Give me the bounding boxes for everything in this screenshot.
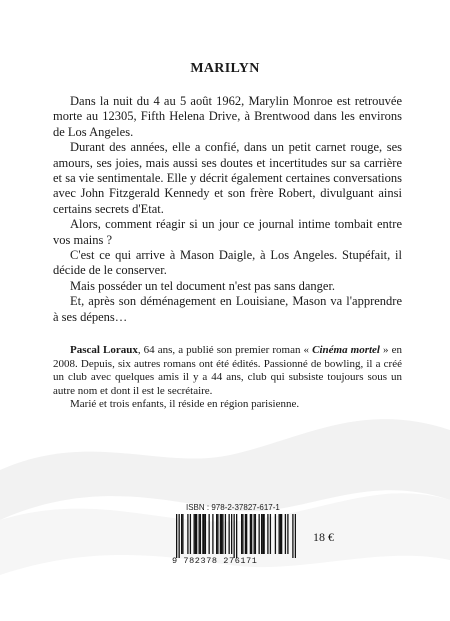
synopsis-paragraph: Durant des années, elle a confié, dans un petit carnet rouge, ses amours, ses joies, mais aussi ses doutes et incertitudes sur sa carrière et sa vie sentimentale. Elle y décrit également certaines conversations avec John Fitzgerald Kennedy et son frère Robert, divulguant ainsi certains secrets d'Etat. [53,140,402,216]
bio-text: , 64 ans, a publié son premier roman « [137,344,313,356]
synopsis-paragraph: Alors, comment réagir si un jour ce journal intime tombait entre vos mains ? [53,217,402,247]
novel-title: Cinéma mortel [312,344,380,356]
author-bio-paragraph [53,344,402,398]
barcode [176,514,296,558]
synopsis-paragraph: C'est ce qui arrive à Mason Daigle, à Los Angeles. Stupéfait, il décide de le conserver. [53,248,402,278]
price: 18 € [313,530,334,544]
synopsis [53,94,402,325]
synopsis-paragraph: Et, après son déménagement en Louisiane, Mason va l'apprendre à ses dépens… [53,294,402,324]
bio-text: » en 2008. Depuis, six autres romans ont été édités. Passionné de bowling, il a créé un club avec quelques amis il y a 44 ans, club qui subsiste toujours sous un autre nom et dont il est le secrétaire. [53,344,403,397]
book-title: MARILYN [190,61,260,76]
synopsis-paragraph: Dans la nuit du 4 au 5 août 1962, Marylin Monroe est retrouvée morte au 12305, Fifth Helena Drive, à Brentwood dans les environs de Los Angeles. [53,94,402,139]
synopsis-paragraph: Mais posséder un tel document n'est pas sans danger. [70,278,336,293]
author-bio [53,344,402,412]
author-name: Pascal Loraux [70,344,138,356]
barcode-digits: 9 782378 276171 [172,556,258,566]
author-bio-paragraph: Marié et trois enfants, il réside en région parisienne. [70,398,300,411]
isbn-label: ISBN : 978-2-37827-617-1 [186,503,280,512]
